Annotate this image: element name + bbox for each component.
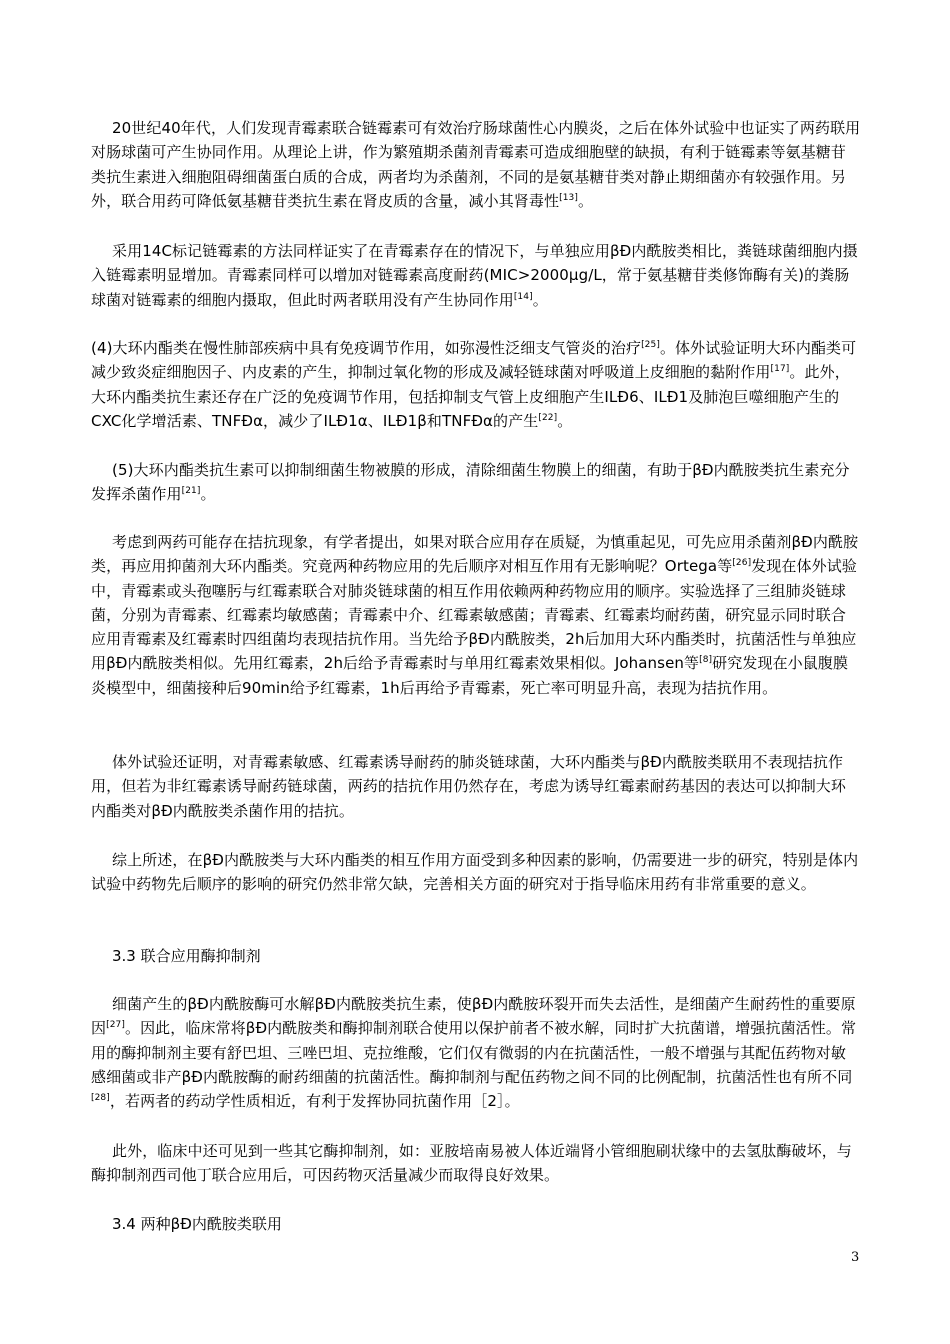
- paragraph-biofilm: [91, 458, 861, 507]
- paragraph-text: 。: [532, 290, 548, 309]
- citation-ref: [26]: [732, 558, 752, 569]
- paragraph-text: 此外，临床中还可见到一些其它酶抑制剂，如：亚胺培南易被人体近端肾小管细胞刷状缘中的去氢肽酶破坏，与酶抑制剂西司他丁联合应用后，可因药物灭活量减少而取得良好效果。: [91, 1142, 852, 1185]
- paragraph-enzyme-inhibitors: [91, 992, 861, 1113]
- paragraph-text: (5)大环内酯类抗生素可以抑制细菌生物被膜的形成，清除细菌生物膜上的细菌，有助于βÐ内酰胺类抗生素充分发挥杀菌作用: [91, 461, 850, 504]
- paragraph-text: 20世纪40年代，人们发现青霉素联合链霉素可有效治疗肠球菌性心内膜炎，之后在体外试验中也证实了两药联用对肠球菌可产生协同作用。从理论上讲，作为繁殖期杀菌剂青霉素可造成细胞壁的缺损，有利于链霉素等氨基糖苷类抗生素进入细胞阻碍细菌蛋白质的合成，两者均为杀菌剂，不同的是氨基糖苷类对静止期细菌亦有较强作用。另外，联合用药可降低氨基糖苷类抗生素在肾皮质的含量，减小其肾毒性: [91, 119, 861, 210]
- paragraph-text: 考虑到两药可能存在拮抗现象，有学者提出，如果对联合应用存在质疑，为慎重起见，可先应用杀菌剂βÐ内酰胺类，再应用抑菌剂大环内酯类。究竟两种药物应用的先后顺序对相互作用有无影响呢？Ortega等: [91, 533, 859, 576]
- citation-ref: [14]: [513, 291, 533, 302]
- paragraph-macrolide-immunomodulation: [91, 336, 861, 433]
- paragraph-imipenem: [91, 1139, 861, 1188]
- paragraph-antagonism-order: [91, 530, 861, 700]
- paragraph-text: 采用14C标记链霉素的方法同样证实了在青霉素存在的情况下，与单独应用βÐ内酰胺类相比，粪链球菌细胞内摄入链霉素明显增加。青霉素同样可以增加对链霉素高度耐药(MIC>2000μg/L，常于氨基糖苷类修饰酶有关)的粪肠球菌对链霉素的细胞内摄取，但此时两者联用没有产生协同作用: [91, 242, 858, 309]
- section-heading-3-3: 3.3 联合应用酶抑制剂: [112, 947, 261, 965]
- paragraph-in-vitro-resistance: [91, 750, 861, 823]
- paragraph-text: ，若两者的药动学性质相近，有利于发挥协同抗菌作用［2］。: [109, 1092, 520, 1111]
- paragraph-text: 综上所述，在βÐ内酰胺类与大环内酯类的相互作用方面受到多种因素的影响，仍需要进一步的研究，特别是体内试验中药物先后顺序的影响的研究仍然非常欠缺，完善相关方面的研究对于指导临床用药有非常重要的意义。: [91, 851, 859, 894]
- paragraph-summary: [91, 848, 861, 897]
- citation-ref: [27]: [106, 1020, 125, 1031]
- paragraph-text: 。: [200, 485, 216, 504]
- citation-ref: [8]: [699, 655, 713, 666]
- paragraph-text: 。: [577, 191, 594, 210]
- paragraph-text: 。体外试验证明大环内酯类可减少致炎症细胞因子、内皮素的产生，抑制过氧化物的形成及减轻链球菌对呼吸道上皮细胞的黏附作用: [91, 339, 857, 382]
- paragraph-text: 体外试验还证明，对青霉素敏感、红霉素诱导耐药的肺炎链球菌，大环内酯类与βÐ内酰胺类联用不表现拮抗作用，但若为非红霉素诱导耐药链球菌，两药的拮抗作用仍然存在，考虑为诱导红霉素耐药基因的表达可以抑制大环内酯类对βÐ内酰胺类杀菌作用的拮抗。: [91, 753, 847, 820]
- paragraph-text: 发现在体外试验中，青霉素或头孢噻肟与红霉素联合对肺炎链球菌的相互作用依赖两种药物应用的顺序。实验选择了三组肺炎链球菌，分别为青霉素、红霉素均敏感菌；青霉素中介、红霉素敏感菌；青霉素、红霉素均耐药菌，研究显示同时联合应用青霉素及红霉素时四组菌均表现拮抗作用。当先给予βÐ内酰胺类，2h后加用大环内酯类时，抗菌活性与单独应用βÐ内酰胺类相似。先用红霉素，2h后给予青霉素时与单用红霉素效果相似。Johansen等: [91, 557, 857, 673]
- section-heading-3-4: 3.4 两种βÐ内酰胺类联用: [112, 1215, 282, 1233]
- citation-ref: [22]: [538, 412, 558, 423]
- paragraph-text: 细菌产生的βÐ内酰胺酶可水解βÐ内酰胺类抗生素，使βÐ内酰胺环裂开而失去活性，是细菌产生耐药性的重要原因: [91, 995, 856, 1038]
- paragraph-text: 。因此，临床常将βÐ内酰胺类和酶抑制剂联合使用以保护前者不被水解，同时扩大抗菌谱，增强抗菌活性。常用的酶抑制剂主要有舒巴坦、三唑巴坦、克拉维酸，它们仅有微弱的内在抗菌活性，一般不增强与其配伍药物对敏感细菌或非产βÐ内酰胺酶的耐药细菌的抗菌活性。酶抑制剂与配伍药物之间不同的比例配制，抗菌活性也有所不同: [91, 1019, 857, 1086]
- citation-ref: [21]: [181, 486, 201, 497]
- paragraph-text: 研究发现在小鼠腹膜炎模型中，细菌接种后90min给予红霉素，1h后再给予青霉素，死亡率可明显升高，表现为拮抗作用。: [91, 654, 849, 697]
- citation-ref: [13]: [559, 192, 578, 203]
- page-number: 3: [851, 1250, 860, 1265]
- citation-ref: [25]: [641, 340, 660, 350]
- citation-ref: [28]: [91, 1093, 110, 1104]
- paragraph-text: 。此外，大环内酯类抗生素还存在广泛的免疫调节作用，包括抑制支气管上皮细胞产生ILÐ6、ILÐ1及肺泡巨噬细胞产生的CXC化学增活素、TNFÐα，减少了ILÐ1α、ILÐ1β和TNFÐα的产生: [91, 363, 850, 430]
- paragraph-penicillin-streptomycin: [91, 116, 861, 213]
- paragraph-14c-streptomycin: [91, 239, 861, 312]
- paragraph-text: (4)大环内酯类在慢性肺部疾病中具有免疫调节作用，如弥漫性泛细支气管炎的治疗: [91, 339, 642, 357]
- paragraph-text: 。: [557, 411, 573, 430]
- citation-ref: [17]: [770, 364, 790, 375]
